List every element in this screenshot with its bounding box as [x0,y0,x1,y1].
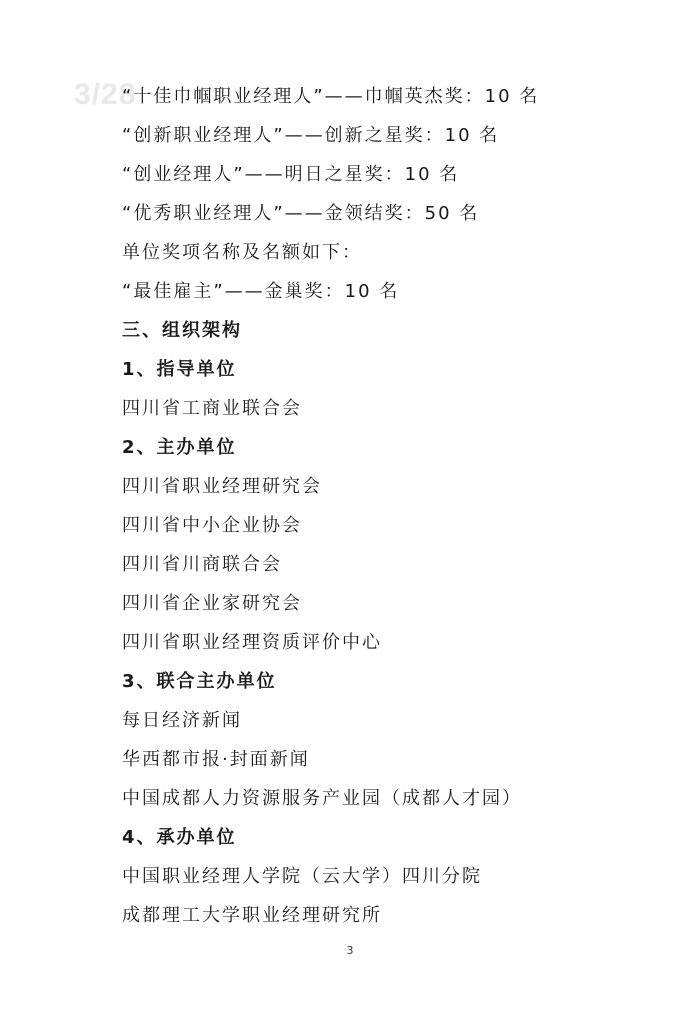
list-item: 中国职业经理人学院（云大学）四川分院 [122,866,482,887]
unit-awards-intro: 单位奖项名称及名额如下： [122,242,362,263]
award-line-excellent: “优秀职业经理人”——金领结奖：50 名 [122,203,480,224]
list-item: 四川省职业经理资质评价中心 [122,632,382,653]
list-item: 每日经济新闻 [122,710,242,731]
section-heading-organization: 三、组织架构 [122,320,242,341]
list-item: 四川省职业经理研究会 [122,476,322,497]
list-item: 四川省工商业联合会 [122,398,302,419]
list-item: 四川省中小企业协会 [122,515,302,536]
page-watermark: 3/28 [74,78,137,111]
subheading-host-units: 2、主办单位 [122,437,237,458]
list-item: 中国成都人力资源服务产业园（成都人才园） [122,788,522,809]
page-number: 3 [346,944,354,957]
subheading-co-host-units: 3、联合主办单位 [122,671,277,692]
award-line-jinguo: “十佳巾帼职业经理人”——巾帼英杰奖：10 名 [122,86,540,107]
award-line-best-employer: “最佳雇主”——金巢奖：10 名 [122,281,400,302]
award-line-startup: “创业经理人”——明日之星奖：10 名 [122,164,460,185]
subheading-organizer-units: 4、承办单位 [122,827,237,848]
list-item: 四川省川商联合会 [122,554,282,575]
award-line-innovation: “创新职业经理人”——创新之星奖：10 名 [122,125,500,146]
subheading-guiding-unit: 1、指导单位 [122,359,237,380]
list-item: 华西都市报·封面新闻 [122,749,310,770]
list-item: 成都理工大学职业经理研究所 [122,905,382,926]
document-body [122,80,682,938]
list-item: 四川省企业家研究会 [122,593,302,614]
